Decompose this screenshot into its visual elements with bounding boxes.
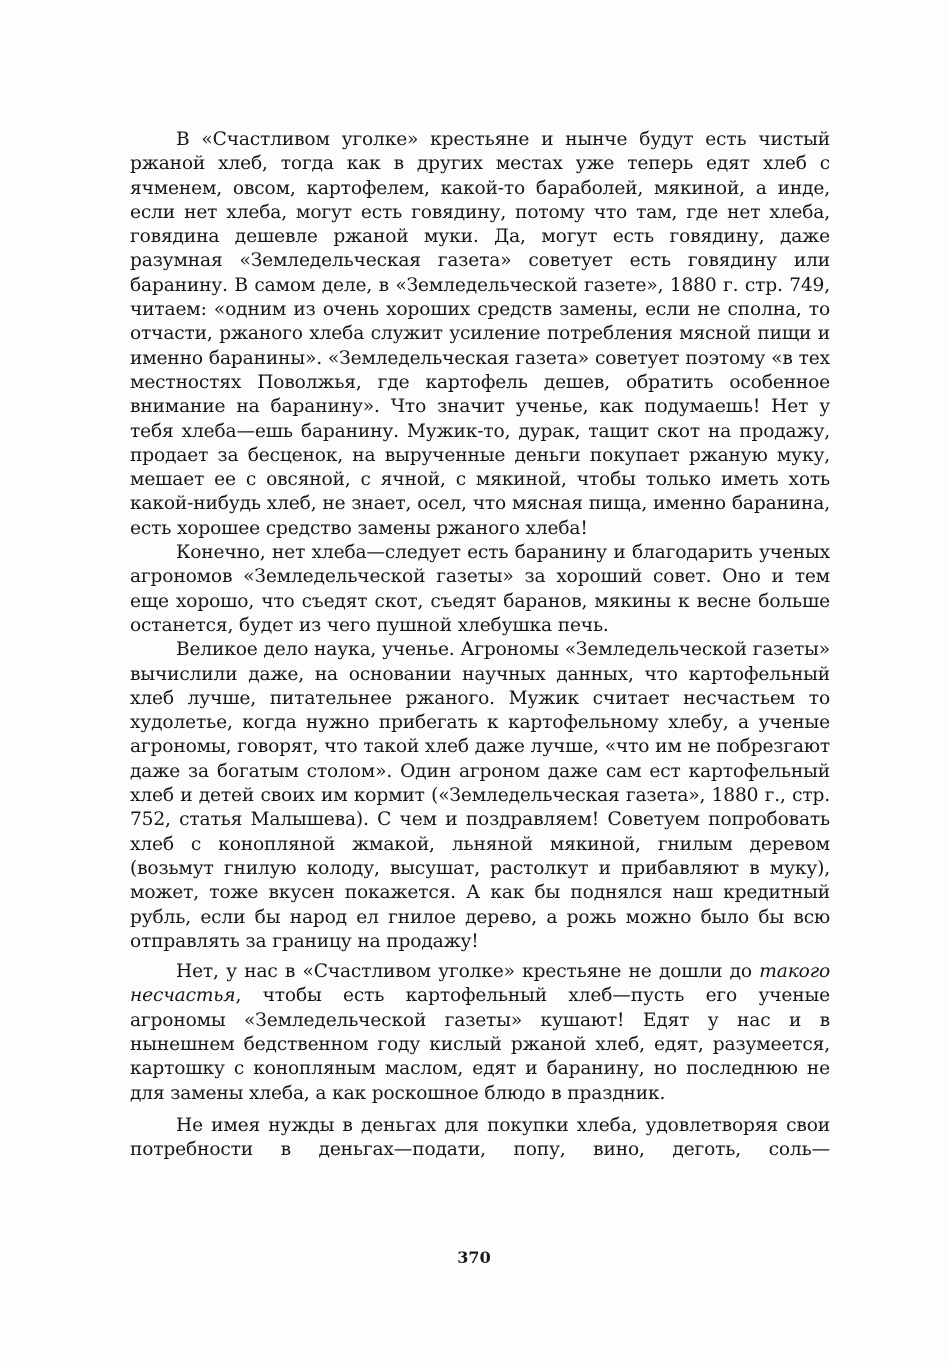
- paragraph-3: Великое дело наука, ученье. Агрономы «Земледельческой газеты» вычислили даже, на основании научных данных, что картофельный хлеб лучше, питательнее ржаного. Мужик считает несчастьем то худолетье, когда нужно прибегать к картофельному хлебу, а ученые агрономы, говорят, что такой хлеб даже лучше, «что им не побрезгают даже за богатым столом». Один агроном даже сам ест картофельный хлеб и детей своих им кормит («Земледельческая газета», 1880 г., стр. 752, статья Малышева). С чем и поздравляем! Советуем попробовать хлеб с конопляной жмакой, льняной мякиной, гнилым деревом (возьмут гнилую колоду, высушат, растолкут и прибавляют в муку), может, тоже вкусен покажется. А как бы поднялся наш кредитный рубль, если бы народ ел гнилое дерево, а рожь можно было бы всю отправлять за границу на продажу!: [130, 639, 830, 952]
- paragraph-2: Конечно, нет хлеба—следует есть баранину и благодарить ученых агрономов «Земледельческой газеты» за хороший совет. Оно и тем еще хорошо, что съедят скот, съедят баранов, мякины к весне больше останется, будет из чего пушной хлебушка печь.: [130, 542, 830, 636]
- body-text: [130, 128, 830, 1162]
- paragraph-4: [130, 960, 830, 1106]
- page-number: 370: [457, 1248, 491, 1267]
- paragraph-4-lead: Нет, у нас в «Счастливом уголке» крестьяне не дошли до: [176, 961, 752, 983]
- paragraph-4-rest: , чтобы есть картофельный хлеб—пусть его ученые агрономы «Земледельческой газеты» кушают! Едят у нас и в нынешнем бедственном году кислый ржаной хлеб, едят, разумеется, картошку с конопляным маслом, едят и баранину, но последнюю не для замены хлеба, а как роскошное блюдо в праздник.: [130, 985, 830, 1104]
- paragraph-1: В «Счастливом уголке» крестьяне и нынче будут есть чистый ржаной хлеб, тогда как в других местах уже теперь едят хлеб с ячменем, овсом, картофелем, какой-то бараболей, мякиной, а инде, если нет хлеба, могут есть говядину, потому что там, где нет хлеба, говядина дешевле ржаной муки. Да, могут есть говядину, даже разумная «Земледельческая газета» советует есть говядину или баранину. В самом деле, в «Земледельческой газете», 1880 г. стр. 749, читаем: «одним из очень хороших средств замены, если не сполна, то отчасти, ржаного хлеба служит усиление потребления мясной пищи и именно баранины». «Земледельческая газета» советует поэтому «в тех местностях Поволжья, где картофель дешев, обратить особенное внимание на баранину». Что значит ученье, как подумаешь! Нет у тебя хлеба—ешь баранину. Мужик-то, дурак, тащит скот на продажу, продает за бесценок, на вырученные деньги покупает ржаную муку, мешает ее с овсяной, с ячной, с мякиной, чтобы только иметь хоть какой-нибудь хлеб, не знает, осел, что мясная пища, именно баранина, есть хорошее средство замены ржаного хлеба!: [130, 129, 830, 539]
- paragraph-5: Не имея нужды в деньгах для покупки хлеба, удовлетворяя свои потребности в деньгах—подати, попу, вино, деготь, соль—: [130, 1114, 830, 1161]
- paragraph-4-italic: такого несчастья: [130, 961, 830, 1007]
